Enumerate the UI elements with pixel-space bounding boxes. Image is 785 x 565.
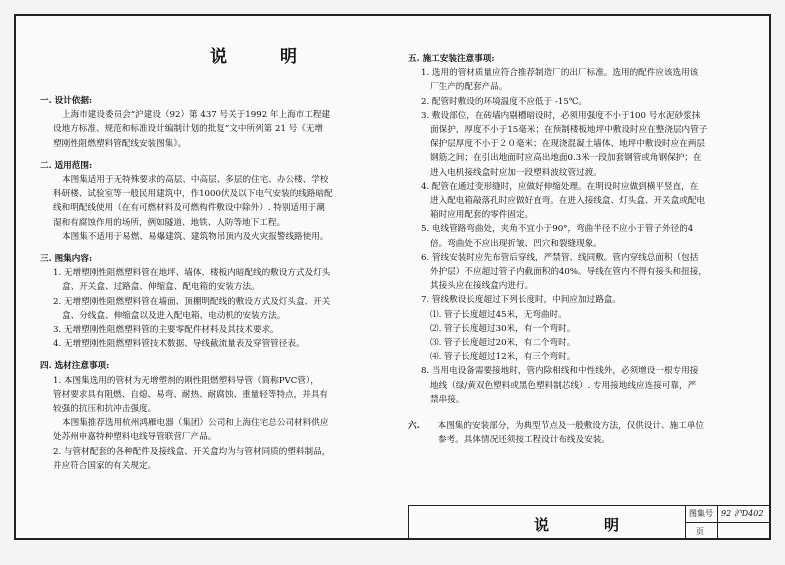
section-6-heading: 六.	[408, 421, 420, 432]
left-column	[40, 94, 395, 473]
section-3-line: 盒、开关盒、过路盒、伸缩盒、配电箱的安装方法。	[62, 282, 260, 293]
section-2-line: 湿和有腐蚀作用的场所，例如隧道、地铁、人防等地下工程。	[53, 217, 286, 228]
section-5-line: 倍。弯曲处不应出现折皱、凹穴和裂缝现象。	[430, 238, 602, 249]
section-5-line: 6. 管线安装时应先布管后穿线，严禁管、线同敷。管内穿线总面积（包括	[421, 252, 699, 263]
section-5-line: ⑷. 管子长度超过12米，有三个弯时。	[430, 352, 576, 363]
section-6-line: 六. 本图集的安装部分，为典型节点及一般敷设方法，仅供设计、施工单位	[408, 421, 705, 432]
section-2-heading: 二. 适用范围:	[40, 160, 93, 171]
section-5-line: 2. 配管时敷设的环境温度不应低于 -15℃。	[421, 96, 588, 107]
section-5-line: 1. 选用的管材质量应符合推荐制造厂的出厂标准。选用的配件应该选用该	[421, 68, 699, 79]
section-5-line: 箱时应用配套的零件固定。	[430, 210, 534, 221]
atlas-number: 92 沪D402	[721, 509, 764, 518]
atlas-number-label: 图集号	[689, 509, 713, 518]
section-2-line: 本图集不适用于易燃、易爆建筑、建筑物吊顶内及火灾报警线路使用。	[62, 231, 329, 242]
section-4-line: 管材要求具有阻燃、自熄、易弯、耐热、耐腐蚀、重量轻等特点，并具有	[53, 389, 329, 400]
section-5-line: 3. 敷设部位，在砖墙内剔槽暗设时，必须用强度不小于100 号水泥砂浆抹	[421, 110, 701, 121]
section-5-line: 8. 当用电设备需要接地时，管内除相线和中性线外，必须增设一根专用接	[421, 366, 699, 377]
page-title: 说 明	[210, 47, 315, 67]
title-block-title: 说 明	[534, 516, 640, 534]
section-5-line: 厂生产的配套产品。	[430, 82, 508, 93]
section-5-line: 进入配电箱敲落孔时应做好直弯。在进入接线盒、灯头盒、开关盒或配电	[430, 196, 706, 207]
section-2-line: 本图集适用于无特殊要求的高层、中高层、多层的住宅、办公楼、学校	[62, 175, 329, 186]
section-1-line: 设地方标准、规范和标准设计编制计划的批复”文中所列第 21 号《无增	[53, 124, 324, 135]
section-4-line: 1. 本图集选用的管材为无增塑剂的刚性阻燃塑料导管（简称PVC管），	[53, 375, 319, 386]
section-5-line: ⑴. 管子长度超过45米，无弯曲时。	[430, 309, 567, 320]
section-5-line: 4. 配管在通过变形缝时，应做好伸缩处理。在明设时应做到横平竖直，在	[421, 181, 699, 192]
section-4-line: 本图集推荐选用杭州鸿雁电器（集团）公司和上海住宅总公司材料供应	[62, 418, 329, 429]
section-5-line: 面保护，厚度不小于15毫米；在预制楼板地坪中敷设时应在整浇层内管子	[430, 125, 708, 136]
section-5-line: 钢筋之间；在引出地面时应高出地面0.3米一段加套钢管或角钢保护；在	[430, 153, 702, 164]
section-3-line: 2. 无增塑刚性阻燃塑料管在墙面、顶棚明配线的敷设方式及灯头盒、开关	[53, 296, 331, 307]
section-4-line: 较强的抗压和抗冲击强度。	[53, 404, 157, 415]
section-5-line: 保护层厚度不小于２０毫米；在现浇混凝土墙体、地坪中敷设时应在两层	[430, 139, 706, 150]
section-5-line: 7. 管线敷设长度超过下列长度时，中间应加过路盒。	[421, 295, 621, 306]
section-3-line: 盒、分线盒、伸缩盒以及进入配电箱、电动机的安装方法。	[62, 310, 286, 321]
section-6-line: 参考。具体情况还须按工程设计布线及安装。	[438, 435, 610, 446]
right-column	[408, 52, 768, 447]
title-block	[408, 505, 771, 540]
section-1-heading: 一. 设计依据:	[40, 96, 93, 106]
section-4-line: 处苏州申嘉特种塑料电线导管联营厂产品。	[53, 432, 217, 443]
section-2-line: 线和明配线使用（在有可燃材料及可燃构件敷设中除外）. 特别适用于潮	[53, 203, 325, 214]
section-5-line: 其接头应在接线盒内进行。	[430, 281, 534, 292]
section-5-heading: 五. 施工安装注意事项:	[408, 54, 495, 64]
section-5-line: ⑶. 管子长度超过20米，有二个弯时。	[430, 338, 576, 349]
section-3-line: 1. 无增塑刚性阻燃塑料管在地坪、墙体、楼板内暗配线的敷设方式及灯头	[53, 268, 331, 279]
title-block-value-cell	[717, 506, 718, 539]
section-5-line: 进入电机接线盒时应加一段塑料波纹管过渡。	[430, 167, 602, 178]
section-5-line: 5. 电线管路弯曲处，夹角不宜小于90°，弯曲半径不应小于管子外径的4	[421, 224, 694, 235]
section-3-line: 3. 无增塑刚性阻燃塑料管的主要零配件材料及其技术要求。	[53, 325, 279, 336]
section-3-line: 4. 无增塑刚性阻燃塑料管技术数据、导线截流量表及穿管管径表。	[53, 339, 305, 350]
section-2-line: 科研楼、试验室等一般民用建筑中，作1000伏及以下电气安装的线路暗配	[53, 189, 333, 200]
section-5-line: ⑵. 管子长度超过30米，有一个弯时。	[430, 323, 576, 334]
page-label: 页	[696, 527, 704, 536]
title-block-divider	[685, 522, 771, 523]
section-5-line: 禁串接。	[430, 394, 465, 405]
section-1-line: 塑刚性阻燃塑料管配线安装图集》。	[53, 138, 187, 149]
section-1-line: 上海市建设委员会“沪建设（92）第 437 号关于1992 年上海市工程建	[62, 110, 331, 121]
section-5-line: 地线（绿/黄双色塑料或黑色塑料制芯线）. 专用接地线应连接可靠，严	[430, 380, 697, 391]
section-3-heading: 三. 图集内容:	[40, 254, 93, 265]
section-4-heading: 四. 选材注意事项:	[40, 361, 110, 372]
section-4-line: 并应符合国家的有关规定。	[53, 460, 157, 471]
section-5-line: 外护层）不应超过管子内截面积的40%。导线在管内不得有接头和扭接，	[430, 267, 707, 278]
section-4-line: 2. 与管材配套的各种配件及接线盒、开关盒均为与管材同质的塑料制品，	[53, 446, 331, 457]
